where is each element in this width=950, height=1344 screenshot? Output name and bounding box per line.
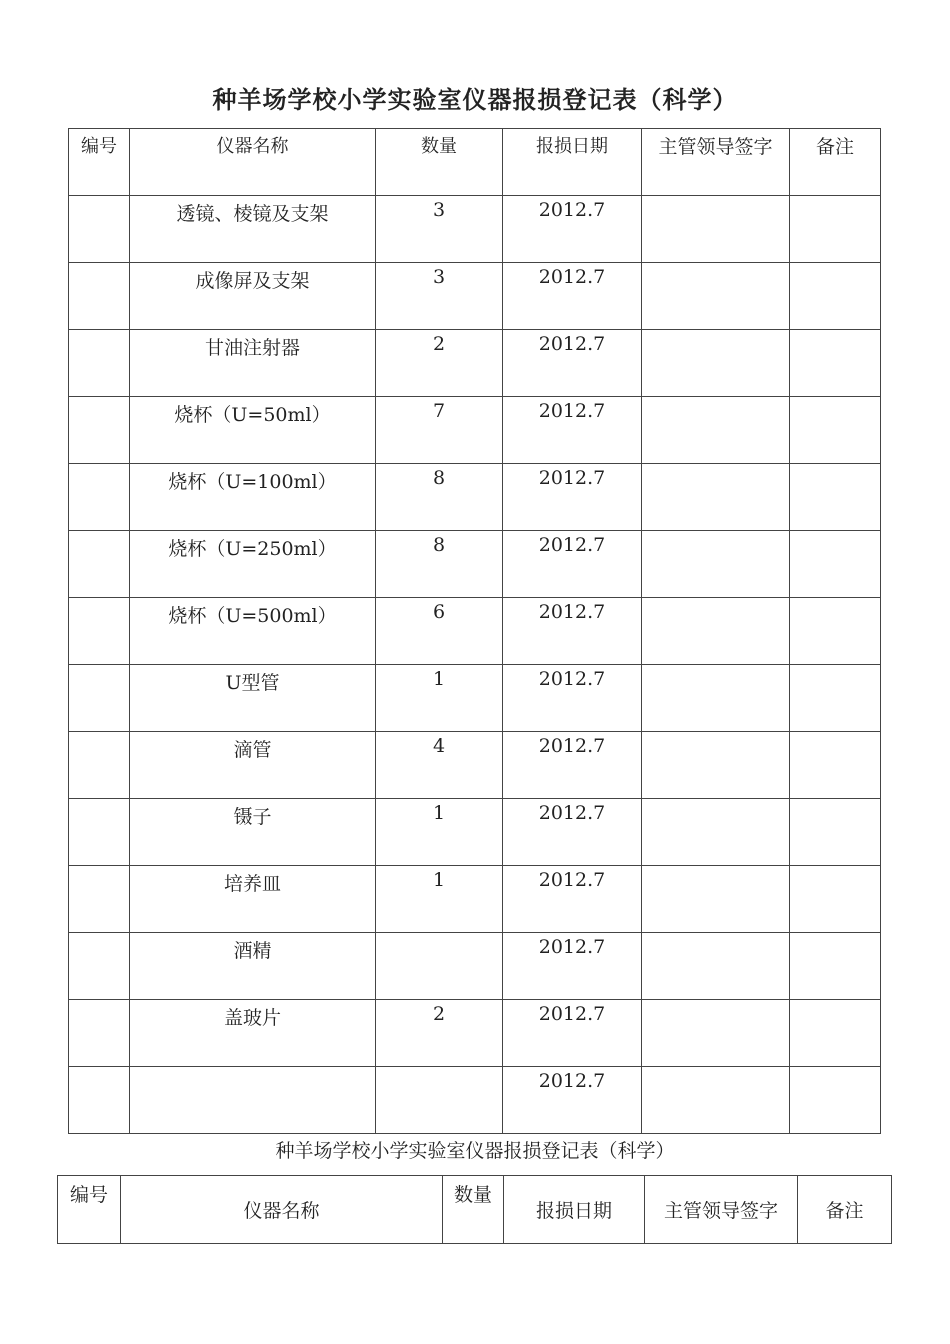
header-qty: 数量	[376, 129, 503, 196]
cell-note	[790, 933, 881, 1000]
cell-qty: 2	[376, 1000, 503, 1067]
cell-sign	[642, 330, 790, 397]
cell-note	[790, 1000, 881, 1067]
cell-qty: 3	[376, 263, 503, 330]
cell-no	[69, 799, 130, 866]
cell-name: 烧杯（U=250ml）	[130, 531, 376, 598]
header-note: 备注	[790, 129, 881, 196]
table-row	[69, 866, 881, 933]
header-name: 仪器名称	[121, 1176, 443, 1244]
cell-qty: 1	[376, 866, 503, 933]
table-row	[69, 464, 881, 531]
table-row	[69, 263, 881, 330]
cell-date: 2012.7	[503, 799, 642, 866]
cell-no	[69, 263, 130, 330]
cell-date: 2012.7	[503, 598, 642, 665]
table-row	[69, 933, 881, 1000]
header-date: 报损日期	[503, 129, 642, 196]
cell-sign	[642, 665, 790, 732]
cell-sign	[642, 598, 790, 665]
cell-date: 2012.7	[503, 732, 642, 799]
table-row	[69, 330, 881, 397]
cell-note	[790, 598, 881, 665]
table-row	[69, 1000, 881, 1067]
cell-no	[69, 866, 130, 933]
cell-name: 烧杯（U=500ml）	[130, 598, 376, 665]
equipment-table	[68, 128, 881, 1134]
table-row	[69, 665, 881, 732]
cell-qty: 8	[376, 531, 503, 598]
cell-note	[790, 464, 881, 531]
cell-sign	[642, 1000, 790, 1067]
cell-no	[69, 1067, 130, 1134]
header-note: 备注	[798, 1176, 892, 1244]
table-row	[69, 1067, 881, 1134]
cell-no	[69, 531, 130, 598]
cell-note	[790, 196, 881, 263]
cell-note	[790, 866, 881, 933]
cell-date: 2012.7	[503, 196, 642, 263]
cell-date: 2012.7	[503, 866, 642, 933]
cell-name: 烧杯（U=50ml）	[130, 397, 376, 464]
cell-no	[69, 397, 130, 464]
cell-qty: 8	[376, 464, 503, 531]
cell-qty: 1	[376, 665, 503, 732]
cell-note	[790, 330, 881, 397]
cell-no	[69, 330, 130, 397]
cell-name: 滴管	[130, 732, 376, 799]
cell-date: 2012.7	[503, 330, 642, 397]
cell-date: 2012.7	[503, 933, 642, 1000]
cell-sign	[642, 263, 790, 330]
cell-sign	[642, 397, 790, 464]
cell-name: 盖玻片	[130, 1000, 376, 1067]
cell-note	[790, 263, 881, 330]
table-header-row	[69, 129, 881, 196]
cell-note	[790, 799, 881, 866]
cell-no	[69, 732, 130, 799]
header-qty: 数量	[443, 1176, 504, 1244]
cell-no	[69, 464, 130, 531]
header-date: 报损日期	[504, 1176, 645, 1244]
cell-date: 2012.7	[503, 1067, 642, 1134]
cell-date: 2012.7	[503, 397, 642, 464]
cell-name	[130, 1067, 376, 1134]
cell-note	[790, 1067, 881, 1134]
cell-note	[790, 531, 881, 598]
cell-qty	[376, 1067, 503, 1134]
cell-date: 2012.7	[503, 665, 642, 732]
cell-note	[790, 665, 881, 732]
header-no: 编号	[69, 129, 130, 196]
cell-no	[69, 1000, 130, 1067]
cell-qty: 4	[376, 732, 503, 799]
cell-qty: 2	[376, 330, 503, 397]
table-row	[69, 531, 881, 598]
cell-name: U型管	[130, 665, 376, 732]
cell-date: 2012.7	[503, 263, 642, 330]
cell-qty: 3	[376, 196, 503, 263]
cell-sign	[642, 866, 790, 933]
cell-qty: 7	[376, 397, 503, 464]
cell-qty: 6	[376, 598, 503, 665]
cell-sign	[642, 732, 790, 799]
cell-no	[69, 933, 130, 1000]
cell-sign	[642, 799, 790, 866]
cell-name: 培养皿	[130, 866, 376, 933]
cell-name: 镊子	[130, 799, 376, 866]
second-table-header-row	[58, 1176, 892, 1244]
cell-name: 烧杯（U=100ml）	[130, 464, 376, 531]
header-sign: 主管领导签字	[642, 129, 790, 196]
second-equipment-table	[57, 1175, 892, 1244]
cell-qty	[376, 933, 503, 1000]
cell-no	[69, 665, 130, 732]
cell-no	[69, 598, 130, 665]
cell-date: 2012.7	[503, 531, 642, 598]
header-sign: 主管领导签字	[645, 1176, 798, 1244]
cell-sign	[642, 531, 790, 598]
cell-sign	[642, 464, 790, 531]
cell-note	[790, 732, 881, 799]
cell-sign	[642, 196, 790, 263]
cell-qty: 1	[376, 799, 503, 866]
cell-no	[69, 196, 130, 263]
cell-sign	[642, 1067, 790, 1134]
page-title: 种羊场学校小学实验室仪器报损登记表（科学）	[212, 86, 738, 114]
second-table-title: 种羊场学校小学实验室仪器报损登记表（科学）	[275, 1140, 675, 1162]
table-row	[69, 598, 881, 665]
cell-note	[790, 397, 881, 464]
cell-name: 酒精	[130, 933, 376, 1000]
table-row	[69, 732, 881, 799]
header-no: 编号	[58, 1176, 121, 1244]
cell-name: 甘油注射器	[130, 330, 376, 397]
table-row	[69, 196, 881, 263]
cell-sign	[642, 933, 790, 1000]
cell-name: 透镜、棱镜及支架	[130, 196, 376, 263]
cell-date: 2012.7	[503, 464, 642, 531]
cell-name: 成像屏及支架	[130, 263, 376, 330]
header-name: 仪器名称	[130, 129, 376, 196]
table-row	[69, 799, 881, 866]
table-row	[69, 397, 881, 464]
cell-date: 2012.7	[503, 1000, 642, 1067]
